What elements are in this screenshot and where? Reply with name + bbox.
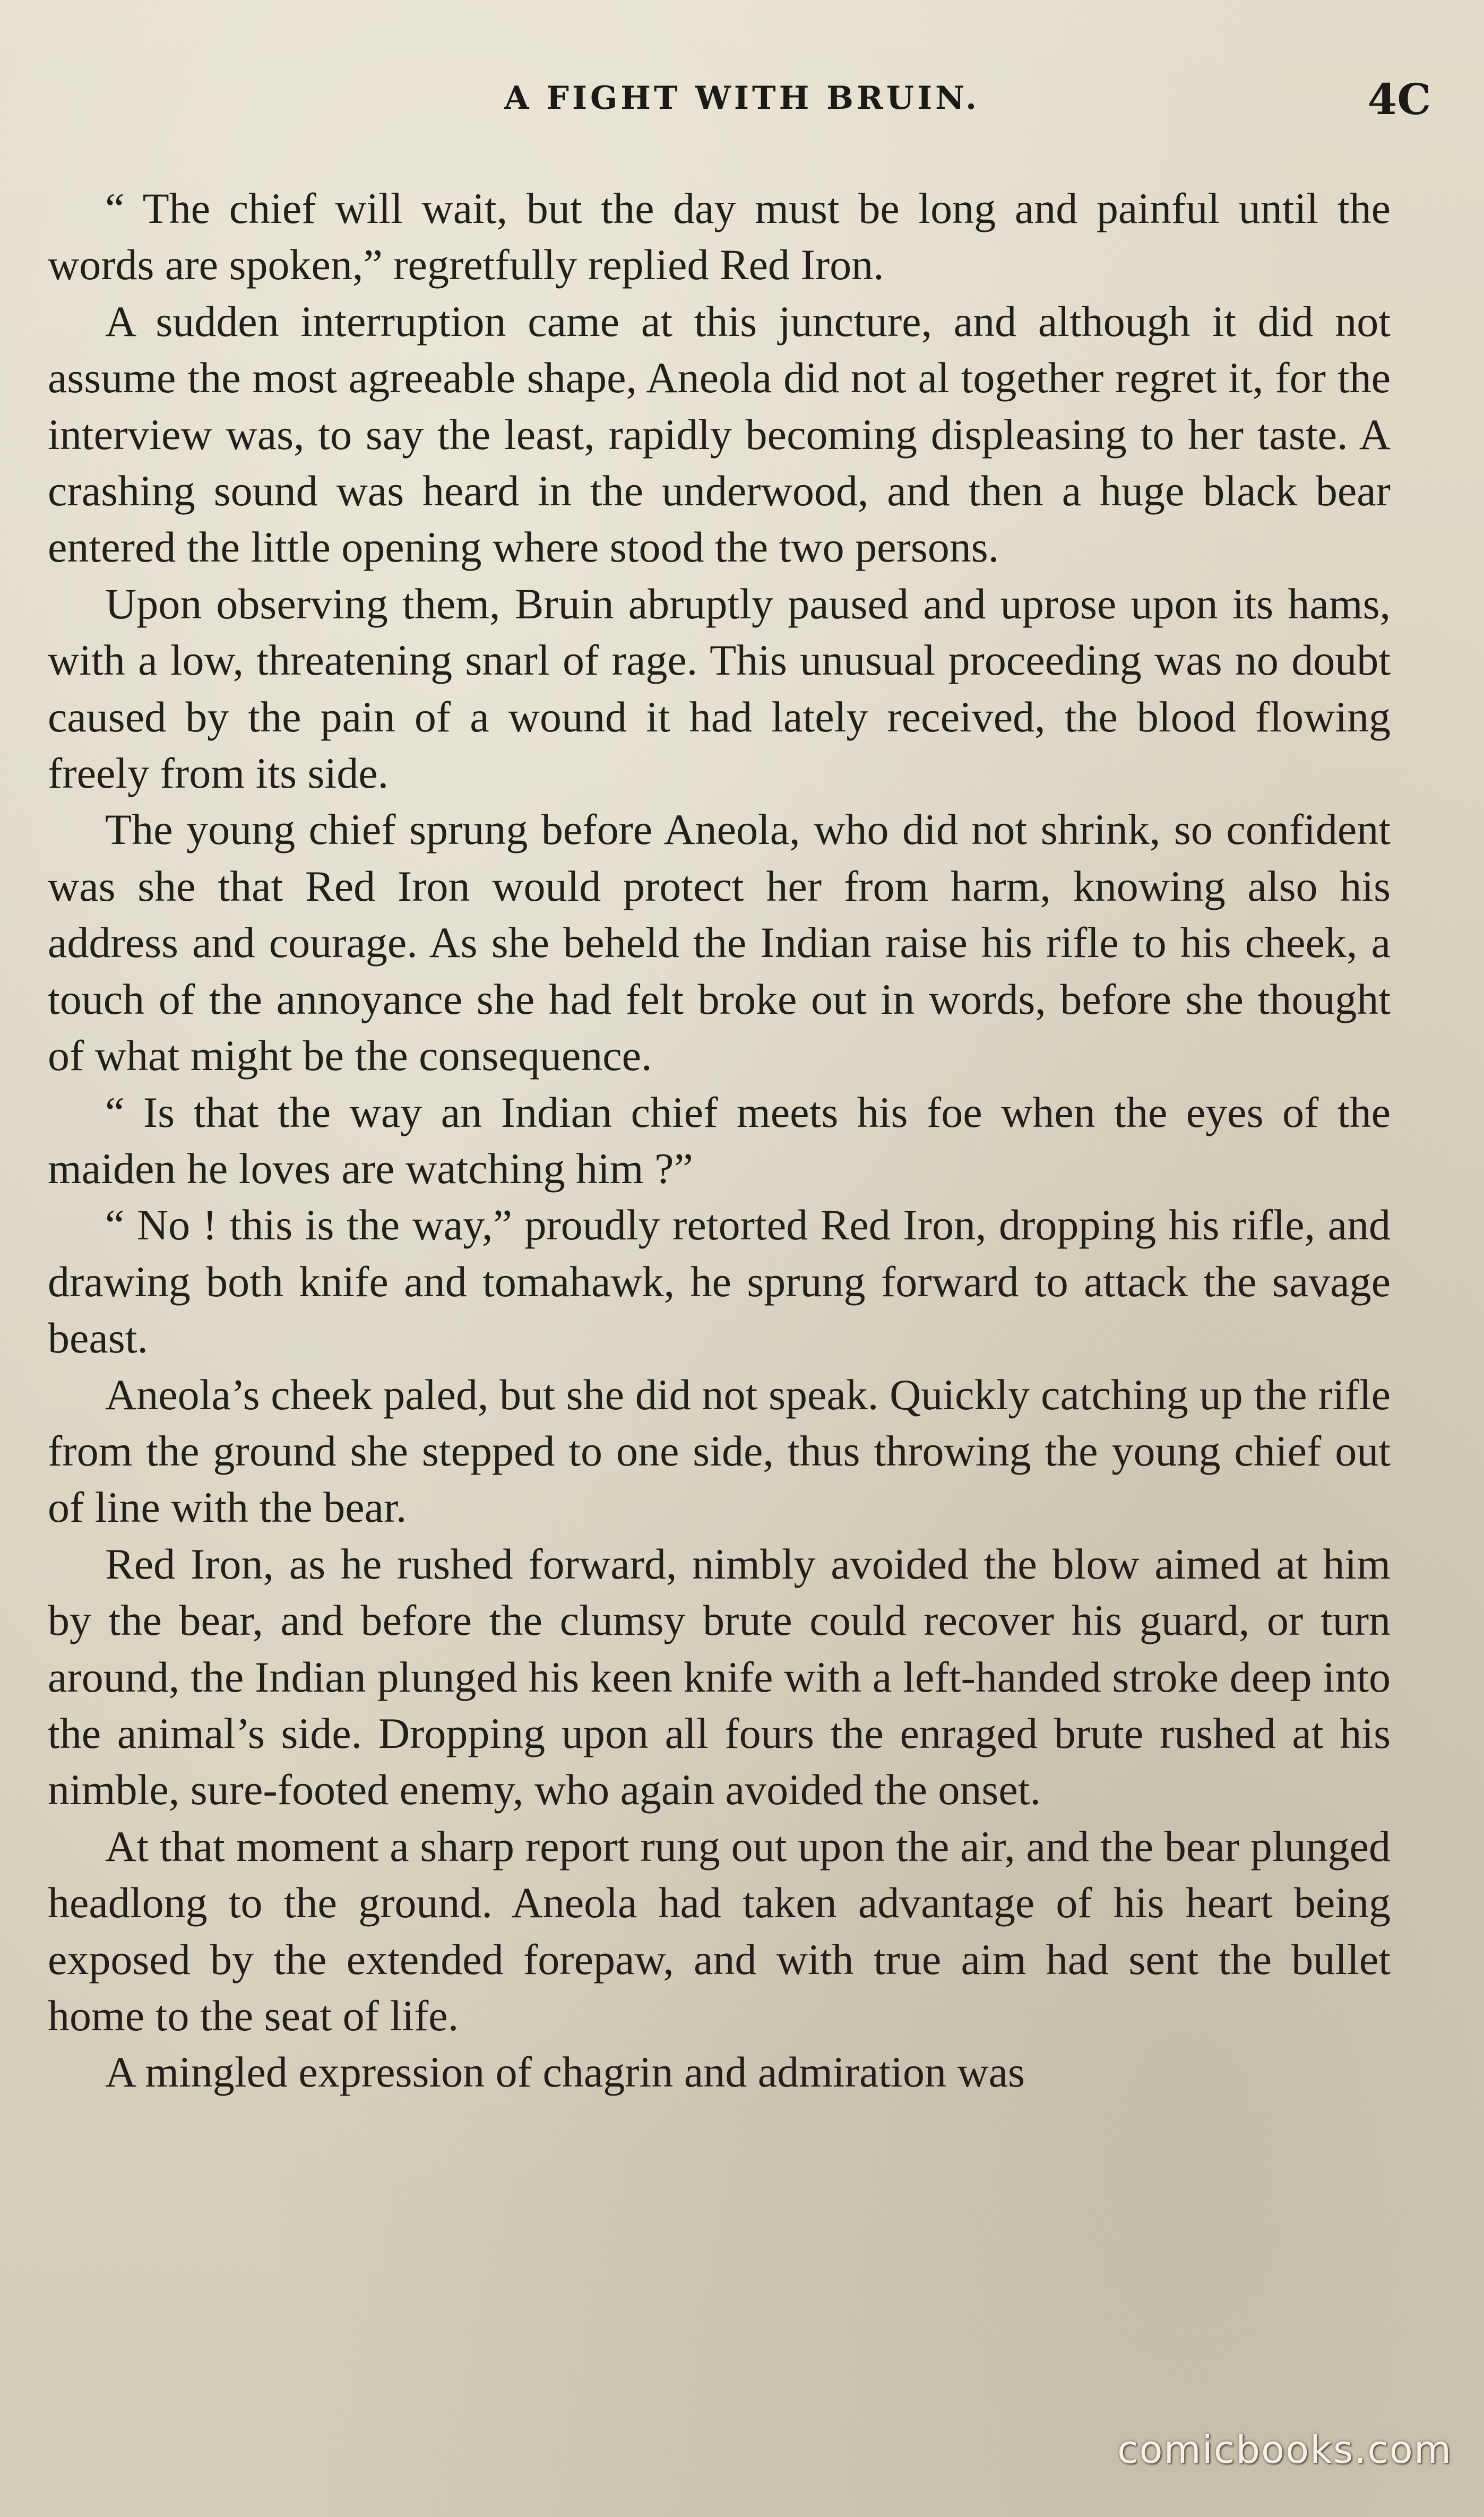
body-text [48, 180, 1391, 2101]
paragraph: “ No ! this is the way,” proudly retorted Red Iron, dropping his rifle, and drawing both knife and tomahawk, he sprung forward to attack the savage beast. [48, 1201, 1391, 1363]
watermark: comicbooks.com [1117, 2427, 1452, 2472]
paragraph: Red Iron, as he rushed forward, nimbly avoided the blow aimed at him by the bear, and before the clumsy brute could recover his guard, or turn around, the Indian plunged his keen knife with a left-handed stroke deep into the animal’s side. Dropping upon all fours the enraged brute rushed at his nimble, sure-footed enemy, who again avoided the onset. [48, 1539, 1391, 1814]
page-header [48, 74, 1436, 138]
paragraph: “ Is that the way an Indian chief meets his foe when the eyes of the maiden he loves are watching him ?” [48, 1088, 1391, 1193]
page-number: 4C [1367, 74, 1431, 124]
paragraph: A mingled expression of chagrin and admiration was [105, 2048, 1025, 2097]
paragraph: Upon observing them, Bruin abruptly paused and uprose upon its hams, with a low, threatening snarl of rage. This unusual proceeding was no doubt caused by the pain of a wound it had lately received, the blood flowing freely from its side. [48, 579, 1391, 798]
paragraph: “ The chief will wait, but the day must be long and painful until the words are spoken,” regretfully replied Red Iron. [48, 184, 1391, 289]
paragraph: Aneola’s cheek paled, but she did not speak. Quickly catching up the rifle from the ground she stepped to one side, thus throwing the young chief out of line with the bear. [48, 1370, 1391, 1532]
paragraph: A sudden interruption came at this juncture, and although it did not assume the most agreeable shape, Aneola did not al together regret it, for the interview was, to say the least, rapidly becoming displeasing to her taste. A crashing sound was heard in the underwood, and then a huge black bear entered the little opening where stood the two persons. [48, 297, 1391, 572]
paragraph: At that moment a sharp report rung out upon the air, and the bear plunged headlong to the ground. Aneola had taken advantage of his heart being exposed by the extended forepaw, and with true aim had sent the bullet home to the seat of life. [48, 1822, 1391, 2040]
paragraph: The young chief sprung before Aneola, who did not shrink, so confident was she that Red Iron would protect her from harm, knowing also his address and courage. As she beheld the Indian raise his rifle to his cheek, a touch of the annoyance she had felt broke out in words, before she thought of what might be the consequence. [48, 805, 1391, 1080]
running-head: A FIGHT WITH BRUIN. [504, 80, 980, 117]
